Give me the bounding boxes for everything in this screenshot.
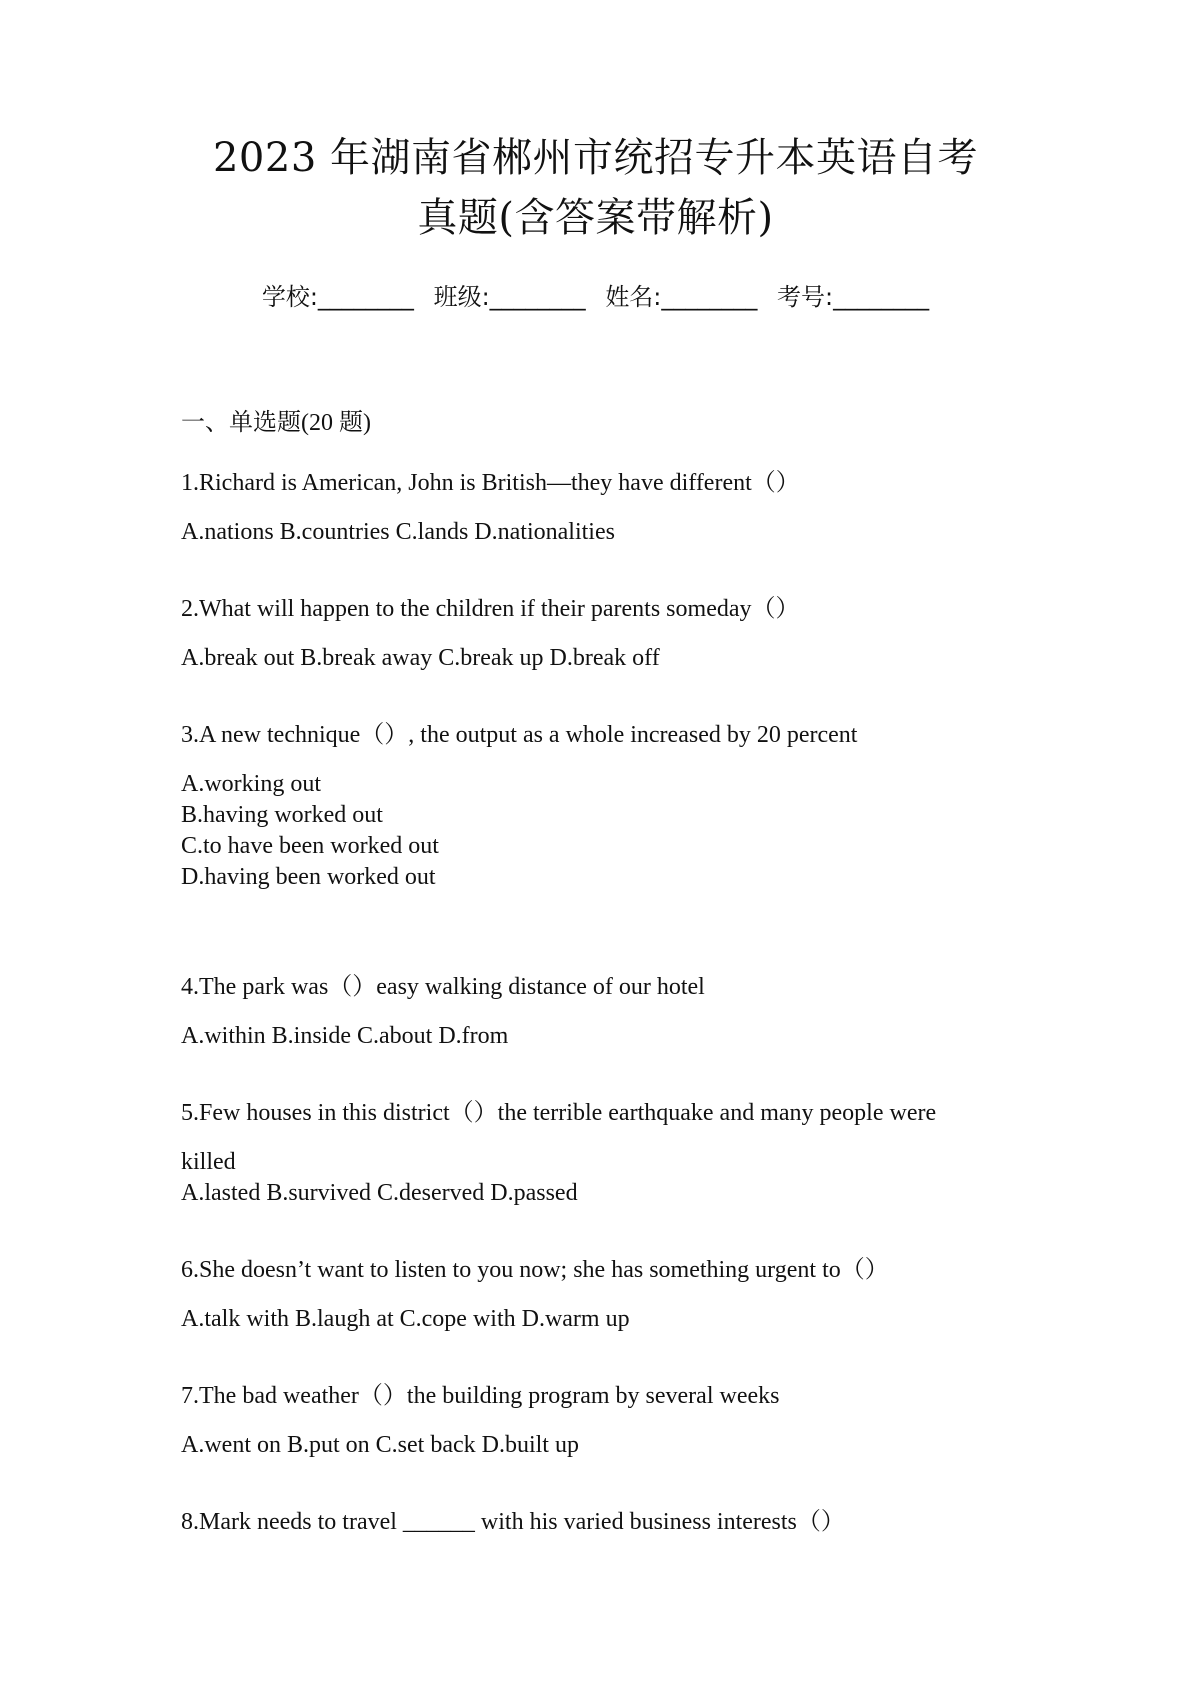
question-3-option-a: A.working out — [181, 771, 321, 797]
question-5-stem-continued: killed — [181, 1149, 236, 1175]
question-1-options: A.nations B.countries C.lands D.nationalities — [181, 519, 615, 545]
question-7-stem: 7.The bad weather（）the building program by several weeks — [181, 1383, 780, 1409]
question-2-options: A.break out B.break away C.break up D.break off — [181, 645, 660, 671]
question-5-stem: 5.Few houses in this district（）the terrible earthquake and many people were — [181, 1100, 937, 1126]
document-title — [150, 128, 1041, 248]
question-3-stem: 3.A new technique（）, the output as a whole increased by 20 percent — [181, 722, 858, 748]
title-line-1: 2023 年湖南省郴州市统招专升本英语自考 — [212, 135, 978, 181]
question-5-options: A.lasted B.survived C.deserved D.passed — [181, 1180, 578, 1206]
question-4-options: A.within B.inside C.about D.from — [181, 1023, 509, 1049]
question-4-stem: 4.The park was（）easy walking distance of our hotel — [181, 974, 705, 1000]
question-2-stem: 2.What will happen to the children if their parents someday（） — [181, 596, 800, 622]
title-line-2: 真题(含答案带解析) — [417, 195, 774, 241]
question-6-options: A.talk with B.laugh at C.cope with D.warm up — [181, 1306, 630, 1332]
question-8-stem: 8.Mark needs to travel ______ with his varied business interests（） — [181, 1509, 845, 1535]
student-info-line — [0, 280, 1191, 314]
question-7-options: A.went on B.put on C.set back D.built up — [181, 1432, 579, 1458]
question-3-option-b: B.having worked out — [181, 802, 383, 828]
exam-number-field: 考号:________ — [777, 283, 930, 311]
question-6-stem: 6.She doesn’t want to listen to you now; she has something urgent to（） — [181, 1257, 889, 1283]
school-field: 学校:________ — [261, 283, 414, 311]
question-3-option-d: D.having been worked out — [181, 864, 436, 890]
class-field: 班级:________ — [433, 283, 586, 311]
name-field: 姓名:________ — [605, 283, 758, 311]
question-1-stem: 1.Richard is American, John is British—they have different（） — [181, 470, 800, 496]
question-3-option-c: C.to have been worked out — [181, 833, 439, 859]
section-heading: 一、单选题(20 题) — [181, 410, 371, 436]
